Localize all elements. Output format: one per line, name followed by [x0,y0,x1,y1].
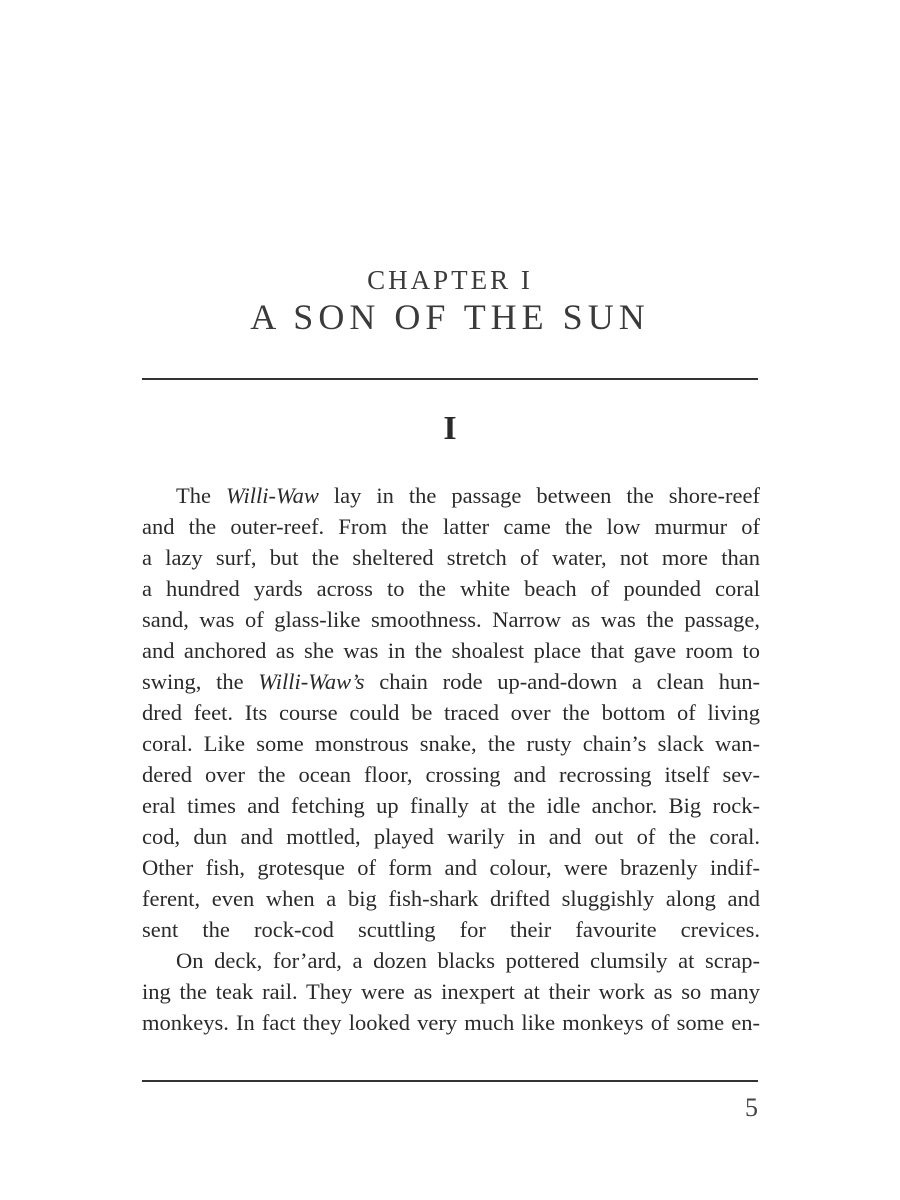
body-text [142,480,760,1038]
bottom-rule [142,1080,758,1082]
text-segment: Other fish, grotesque of form and colour, were brazenly indif- [142,855,760,880]
text-segment: chain rode up-and-down a clean hun- [364,669,760,694]
text-line [142,945,760,976]
text-line [142,790,760,821]
text-segment: a hundred yards across to the white beach of pounded coral [142,576,760,601]
italic-ship-name: Willi-Waw [225,483,319,508]
text-line [142,697,760,728]
section-number: I [443,410,457,447]
text-line [142,604,760,635]
text-line [142,1007,760,1038]
text-line [142,542,760,573]
text-segment: cod, dun and mottled, played warily in and out of the coral. [142,824,760,849]
text-line [142,635,760,666]
text-line [142,511,760,542]
text-line [142,883,760,914]
text-line [142,573,760,604]
top-rule [142,378,758,380]
text-segment: and anchored as she was in the shoalest place that gave room to [142,638,760,663]
text-segment: On deck, for’ard, a dozen blacks pottered clumsily at scrap- [176,948,760,973]
chapter-title: A SON OF THE SUN [250,297,650,337]
text-line [142,728,760,759]
text-segment: dred feet. Its course could be traced over the bottom of living [142,700,760,725]
text-segment: monkeys. In fact they looked very much like monkeys of some en- [142,1010,760,1035]
text-line [142,821,760,852]
text-segment: lay in the passage between the shore-reef [318,483,760,508]
text-segment: swing, the [142,669,259,694]
paragraph [142,480,760,945]
text-line [142,852,760,883]
text-line [142,914,760,945]
text-segment: dered over the ocean floor, crossing and recrossing itself sev- [142,762,760,787]
text-segment: ferent, even when a big fish-shark drifted sluggishly along and [142,886,760,911]
text-line [142,759,760,790]
italic-ship-name: Willi-Waw’s [258,669,365,694]
text-segment: The [176,483,226,508]
text-line [142,666,760,697]
page-number: 5 [745,1093,758,1122]
text-segment: ing the teak rail. They were as inexpert at their work as so many [142,979,760,1004]
text-segment: and the outer-reef. From the latter came the low murmur of [142,514,760,539]
text-segment: a lazy surf, but the sheltered stretch of water, not more than [142,545,760,570]
text-segment: eral times and fetching up finally at the idle anchor. Big rock- [142,793,760,818]
text-segment: coral. Like some monstrous snake, the rusty chain’s slack wan- [142,731,760,756]
paragraph [142,945,760,1038]
text-segment: sand, was of glass-like smoothness. Narrow as was the passage, [142,607,760,632]
text-segment: sent the rock-cod scuttling for their favourite crevices. [142,917,760,942]
text-line [142,480,760,511]
chapter-number: CHAPTER I [367,265,533,295]
text-line [142,976,760,1007]
